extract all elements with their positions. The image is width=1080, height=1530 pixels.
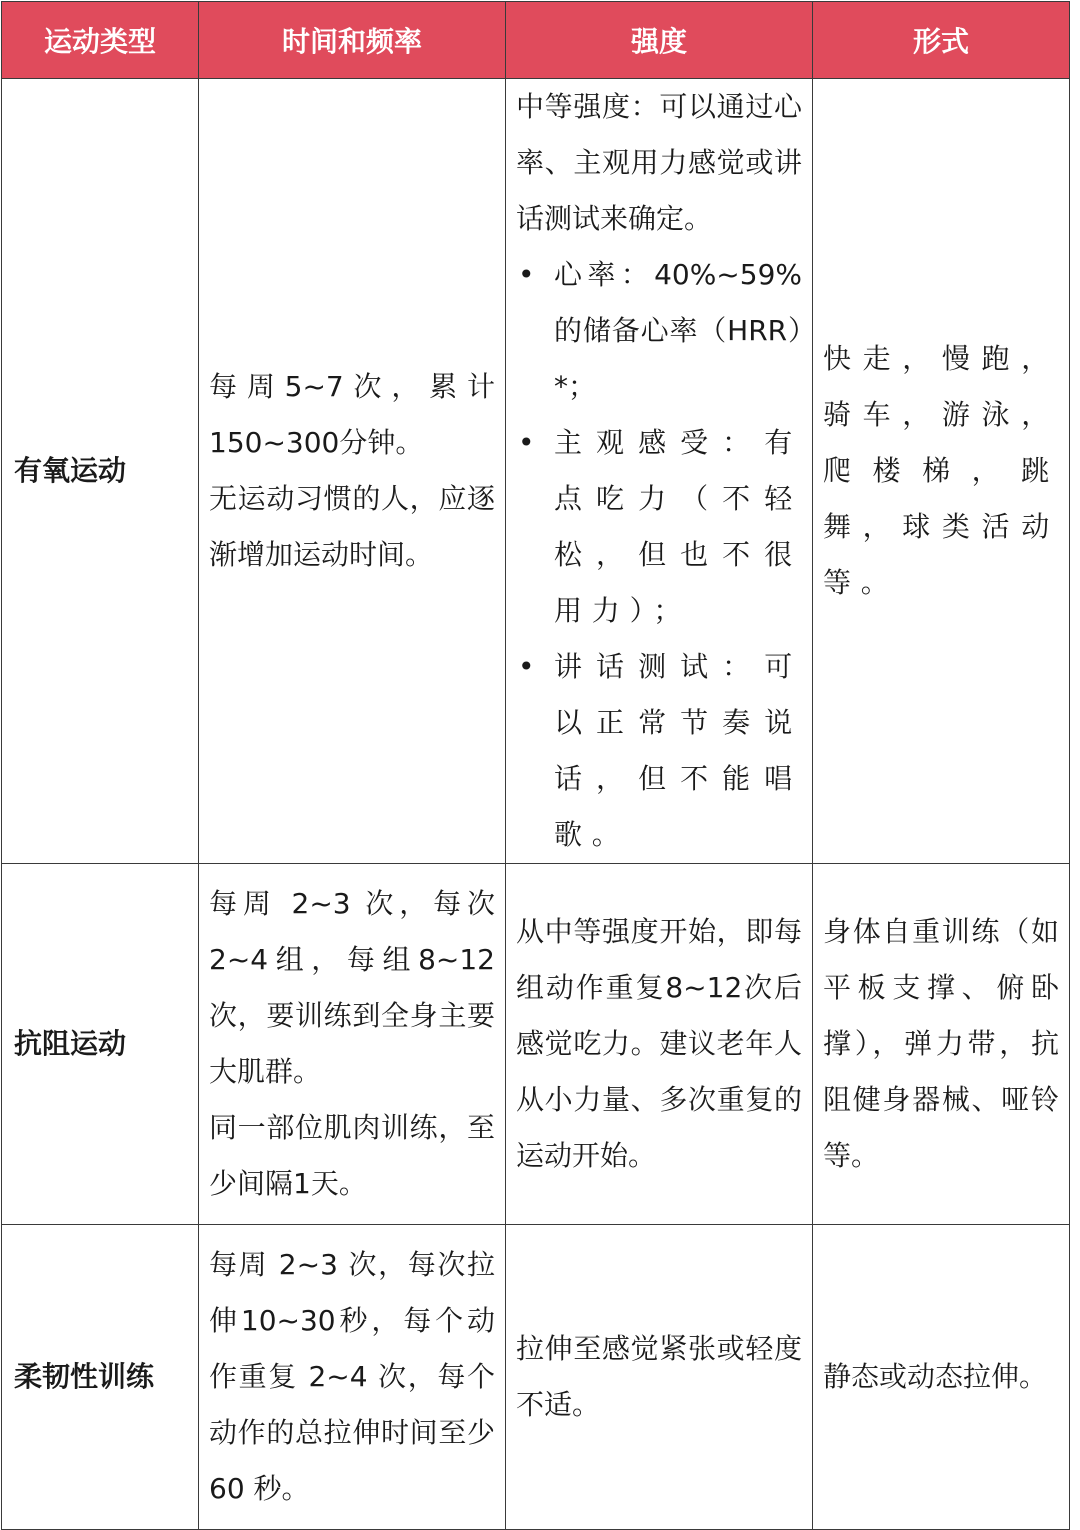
time-frequency-cell xyxy=(199,864,506,1225)
intensity-bullet-heart-rate: • 心率：40%~59%的储备心率（HRR）*； xyxy=(516,247,802,415)
header-exercise-type: 运动类型 xyxy=(2,2,199,79)
intensity-cell: 拉伸至感觉紧张或轻度不适。 xyxy=(506,1225,813,1530)
time-text: 每周 2~3 次，每次2~4组，每组8~12次，要训练到全身主要大肌群。 xyxy=(209,887,495,1088)
time-text: 无运动习惯的人，应逐渐增加运动时间。 xyxy=(209,482,495,571)
time-text: 每周 2~3 次，每次拉伸10~30秒，每个动作重复 2~4 次，每个动作的总拉伸时间至少60 秒。 xyxy=(209,1248,495,1505)
header-time-frequency: 时间和频率 xyxy=(199,2,506,79)
table-row-resistance xyxy=(2,864,1070,1225)
time-text: 每周5~7次，累计150~300分钟。 xyxy=(209,370,495,459)
table-body xyxy=(2,79,1070,1530)
intensity-bullet-list xyxy=(516,247,802,863)
time-frequency-cell xyxy=(199,1225,506,1530)
table-row-aerobic xyxy=(2,79,1070,864)
header-form: 形式 xyxy=(813,2,1070,79)
exercise-guide-table xyxy=(1,1,1070,1530)
intensity-bullet-perceived-effort: • 主观感受：有点吃力（不轻松，但也不很用力）； xyxy=(516,415,802,639)
header-intensity: 强度 xyxy=(506,2,813,79)
time-frequency-cell xyxy=(199,79,506,864)
intensity-cell: 从中等强度开始，即每组动作重复8~12次后感觉吃力。建议老年人从小力量、多次重复的运动开始。 xyxy=(506,864,813,1225)
intensity-intro: 中等强度：可以通过心率、主观用力感觉或讲话测试来确定。 xyxy=(516,90,802,235)
form-cell: 身体自重训练（如平板支撑、俯卧撑），弹力带，抗阻健身器械、哑铃等。 xyxy=(813,864,1070,1225)
table-header xyxy=(2,2,1070,79)
form-cell: 快走，慢跑，骑车，游泳，爬楼梯，跳舞，球类活动等。 xyxy=(813,79,1070,864)
header-row xyxy=(2,2,1070,79)
exercise-type-cell: 柔韧性训练 xyxy=(2,1225,199,1530)
time-text: 同一部位肌肉训练，至少间隔1天。 xyxy=(209,1111,495,1200)
table-row-flexibility xyxy=(2,1225,1070,1530)
intensity-bullet-talk-test: • 讲话测试：可以正常节奏说话，但不能唱歌。 xyxy=(516,639,802,863)
exercise-type-cell: 有氧运动 xyxy=(2,79,199,864)
intensity-cell xyxy=(506,79,813,864)
exercise-type-cell: 抗阻运动 xyxy=(2,864,199,1225)
form-cell: 静态或动态拉伸。 xyxy=(813,1225,1070,1530)
